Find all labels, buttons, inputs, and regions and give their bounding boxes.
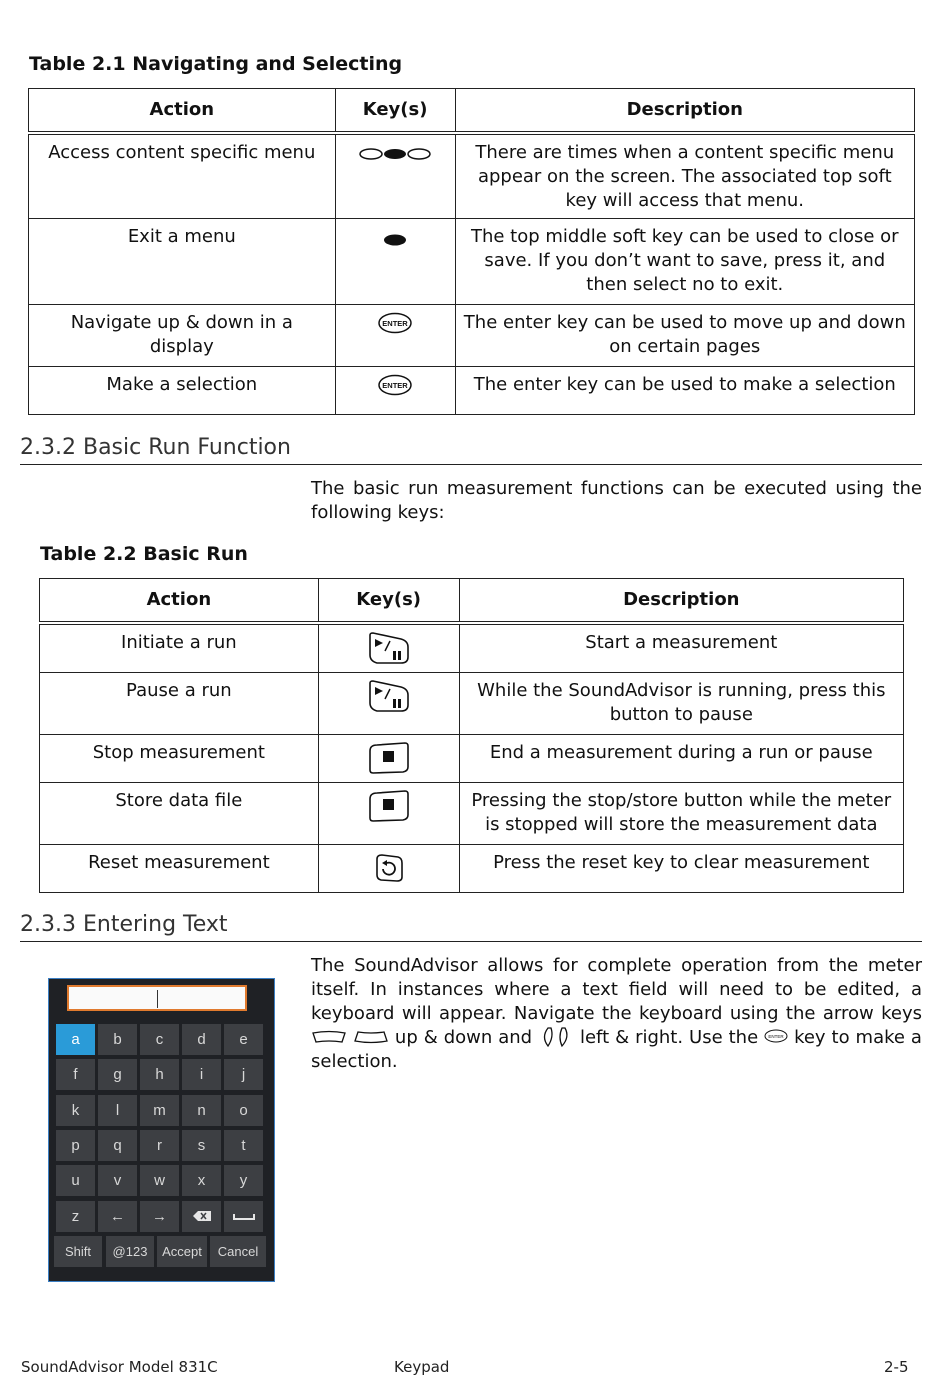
enter-key-label: ENTER <box>768 1034 784 1039</box>
keyboard-key[interactable]: d <box>182 1024 221 1055</box>
navigating-table <box>28 88 915 415</box>
keyboard-key[interactable]: p <box>56 1130 95 1161</box>
section-heading: 2.3.3 Entering Text <box>20 912 922 942</box>
enter-key-label: ENTER <box>382 319 408 328</box>
paragraph-text: down and <box>443 1027 533 1048</box>
left-right-arrow-keys-icon <box>538 1026 574 1048</box>
enter-key-icon <box>377 312 413 334</box>
keyboard-key[interactable]: → <box>140 1201 179 1232</box>
description-cell: The enter key can be used to make a selection <box>455 367 914 415</box>
description-cell: The enter key can be used to move up and down on certain pages <box>455 305 914 367</box>
action-cell: Access content specific menu <box>29 133 336 219</box>
description-cell: While the SoundAdvisor is running, press this button to pause <box>459 672 903 734</box>
enter-key-icon <box>764 1029 788 1043</box>
section-intro: The basic run measurement functions can be executed using the following keys: <box>311 478 922 523</box>
up-arrow-key-icon <box>311 1029 347 1045</box>
action-cell: Initiate a run <box>40 623 319 673</box>
description-cell: Press the reset key to clear measurement <box>459 844 903 892</box>
space-key[interactable] <box>224 1201 263 1232</box>
key-cell <box>335 305 455 367</box>
keyboard-key[interactable]: h <box>140 1059 179 1090</box>
keyboard-key[interactable]: m <box>140 1095 179 1126</box>
keyboard-123-button[interactable]: @123 <box>106 1236 154 1267</box>
key-cell <box>335 133 455 219</box>
keyboard-key[interactable]: g <box>98 1059 137 1090</box>
section-heading: 2.3.2 Basic Run Function <box>20 435 922 465</box>
keyboard-accept-button[interactable]: Accept <box>157 1236 207 1267</box>
paragraph-text: key to make a selection. <box>311 1027 922 1072</box>
stop-store-key-icon <box>367 741 411 775</box>
column-header: Action <box>29 89 336 133</box>
table-row <box>29 133 915 219</box>
keyboard-key[interactable]: ← <box>98 1201 137 1232</box>
keyboard-key[interactable]: b <box>98 1024 137 1055</box>
table-row <box>40 782 904 844</box>
action-cell: Store data file <box>40 782 319 844</box>
keyboard-key[interactable]: z <box>56 1201 95 1232</box>
text-field[interactable] <box>67 985 247 1011</box>
keyboard-key[interactable]: i <box>182 1059 221 1090</box>
backspace-icon <box>193 1211 211 1221</box>
description-cell: Start a measurement <box>459 623 903 673</box>
table-row <box>29 305 915 367</box>
keyboard-key[interactable]: f <box>56 1059 95 1090</box>
enter-key-icon <box>377 374 413 396</box>
description-cell: End a measurement during a run or pause <box>459 734 903 782</box>
keyboard-key[interactable]: w <box>140 1165 179 1196</box>
action-cell: Stop measurement <box>40 734 319 782</box>
key-cell <box>318 844 459 892</box>
column-header: Action <box>40 579 319 623</box>
backspace-key[interactable] <box>182 1201 221 1232</box>
paragraph-text: left & right. Use the <box>579 1027 759 1048</box>
footer-left: SoundAdvisor Model 831C <box>21 1358 218 1376</box>
table-row <box>40 844 904 892</box>
run-pause-key-icon <box>367 631 411 665</box>
stop-store-key-icon <box>367 789 411 823</box>
keyboard-key[interactable]: a <box>56 1024 95 1055</box>
space-icon <box>233 1213 255 1221</box>
action-cell: Reset measurement <box>40 844 319 892</box>
column-header: Description <box>459 579 903 623</box>
key-cell <box>318 672 459 734</box>
keyboard-key[interactable]: o <box>224 1095 263 1126</box>
reset-key-icon <box>372 851 406 885</box>
keyboard-key[interactable]: v <box>98 1165 137 1196</box>
table-row <box>40 734 904 782</box>
keyboard-cancel-button[interactable]: Cancel <box>210 1236 266 1267</box>
footer-center: Keypad <box>394 1358 450 1376</box>
action-cell: Navigate up & down in a display <box>29 305 336 367</box>
keyboard-key[interactable]: r <box>140 1130 179 1161</box>
key-cell <box>318 623 459 673</box>
keyboard-key[interactable]: j <box>224 1059 263 1090</box>
keyboard-key[interactable]: q <box>98 1130 137 1161</box>
key-cell <box>318 734 459 782</box>
action-cell: Pause a run <box>40 672 319 734</box>
key-cell <box>335 219 455 305</box>
entering-text-paragraph <box>311 954 922 1074</box>
keyboard-key[interactable]: x <box>182 1165 221 1196</box>
column-header: Key(s) <box>318 579 459 623</box>
keyboard-key[interactable]: u <box>56 1165 95 1196</box>
basic-run-table <box>39 578 904 893</box>
action-cell: Make a selection <box>29 367 336 415</box>
soft-keys-middle-icon <box>359 147 431 161</box>
table-caption: Table 2.1 Navigating and Selecting <box>29 53 403 75</box>
action-cell: Exit a menu <box>29 219 336 305</box>
enter-key-label: ENTER <box>382 381 408 390</box>
keyboard-key[interactable]: k <box>56 1095 95 1126</box>
table-row <box>40 672 904 734</box>
table-caption: Table 2.2 Basic Run <box>40 543 248 565</box>
table-row <box>29 367 915 415</box>
column-header: Key(s) <box>335 89 455 133</box>
description-cell: Pressing the stop/store button while the meter is stopped will store the measurement data <box>459 782 903 844</box>
column-header: Description <box>455 89 914 133</box>
run-pause-key-icon <box>367 679 411 713</box>
keyboard-key[interactable]: n <box>182 1095 221 1126</box>
keyboard-screenshot <box>48 978 275 1282</box>
paragraph-text: up & <box>394 1027 438 1048</box>
keyboard-key[interactable]: t <box>224 1130 263 1161</box>
keyboard-key[interactable]: s <box>182 1130 221 1161</box>
down-arrow-key-icon <box>353 1029 389 1045</box>
keyboard-key[interactable]: c <box>140 1024 179 1055</box>
middle-soft-key-icon <box>382 233 408 247</box>
keyboard-shift-button[interactable]: Shift <box>54 1236 102 1267</box>
table-row <box>40 623 904 673</box>
keyboard-key[interactable]: e <box>224 1024 263 1055</box>
text-caret <box>157 990 158 1008</box>
keyboard-key[interactable]: y <box>224 1165 263 1196</box>
paragraph-text: The SoundAdvisor allows for complete operation from the meter itself. In instances where a text field will need to be edited, a keyboard will appear. Navigate the keyboard using the arrow keys <box>311 955 922 1024</box>
page-number: 2-5 <box>884 1358 909 1376</box>
key-cell <box>318 782 459 844</box>
description-cell: There are times when a content specific menu appear on the screen. The associated top soft key will access that menu. <box>455 133 914 219</box>
keyboard-key[interactable]: l <box>98 1095 137 1126</box>
description-cell: The top middle soft key can be used to close or save. If you don’t want to save, press it, and then select no to exit. <box>455 219 914 305</box>
table-row <box>29 219 915 305</box>
key-cell <box>335 367 455 415</box>
